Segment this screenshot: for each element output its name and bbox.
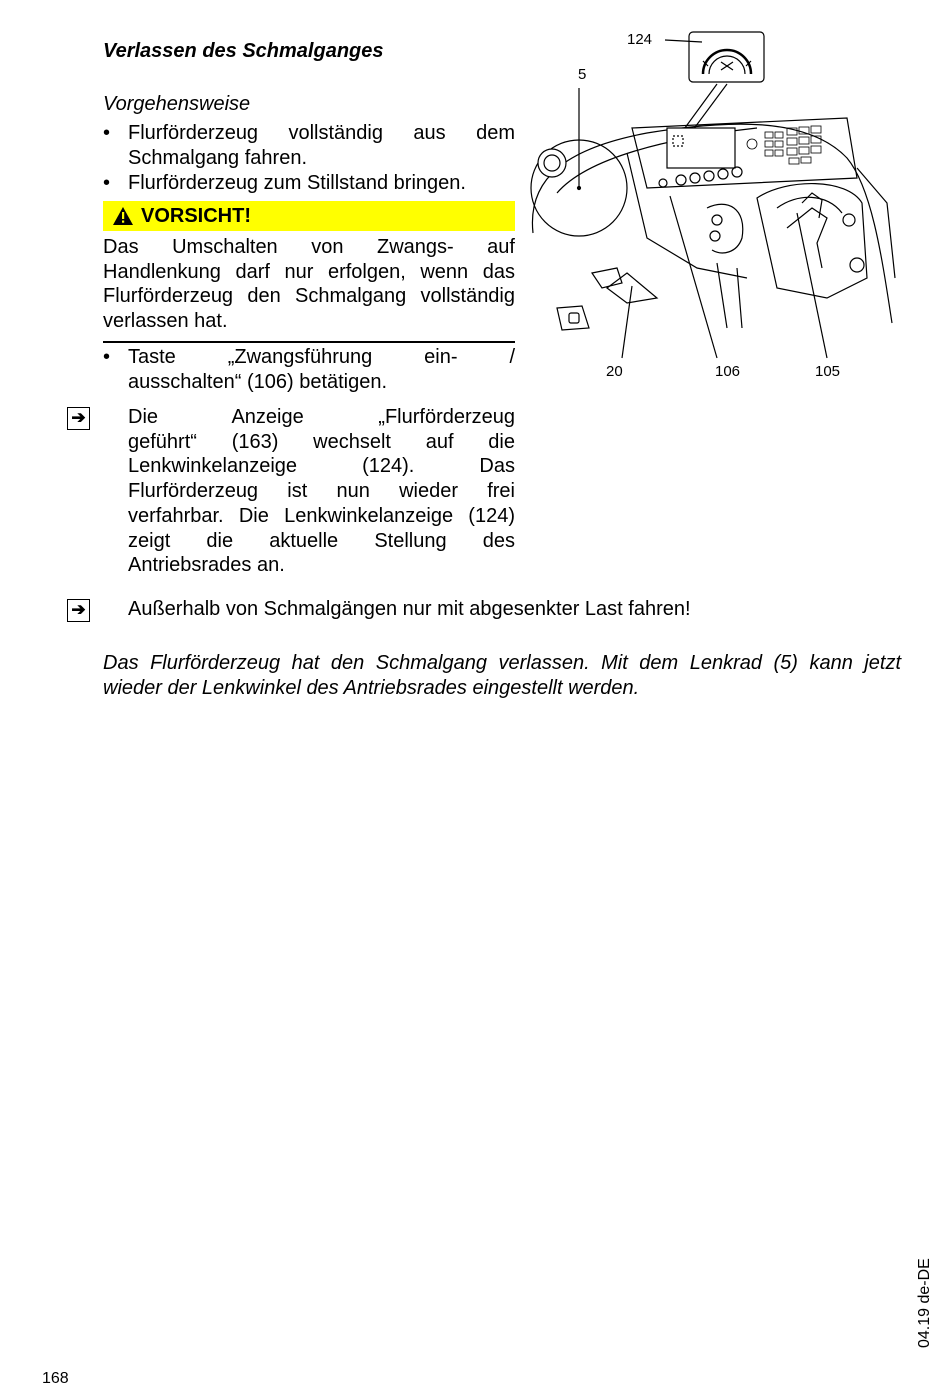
caution-divider bbox=[103, 341, 515, 343]
bullet-icon: • bbox=[103, 122, 111, 144]
document-code: 04.19 de-DE bbox=[916, 1258, 933, 1348]
step-item bbox=[103, 345, 515, 394]
callout-label: 5 bbox=[578, 66, 587, 83]
caution-label: VORSICHT! bbox=[141, 205, 251, 227]
step-line: Flurförderzeug zum Stillstand bringen. bbox=[128, 172, 466, 194]
callout-label: 20 bbox=[606, 363, 623, 380]
step-item bbox=[103, 171, 515, 196]
note-line: Lenkwinkelanzeige (124). Das bbox=[128, 455, 515, 478]
result-line: Das Flurförderzeug hat den Schmalgang verlassen. Mit dem Lenkrad (5) kann jetzt bbox=[103, 652, 901, 674]
note-line: Flurförderzeug ist nun wieder frei bbox=[128, 480, 515, 503]
note-line: verfahrbar. Die Lenkwinkelanzeige (124) bbox=[128, 504, 515, 527]
bullet-icon: • bbox=[103, 346, 111, 368]
note-line: geführt“ (163) wechselt auf die bbox=[128, 430, 515, 453]
caution-line: Handlenkung darf nur erfolgen, wenn das bbox=[103, 260, 515, 283]
result-text bbox=[103, 651, 901, 700]
callout-label: 124 bbox=[627, 31, 653, 48]
step-line: Flurförderzeug vollständig aus dem bbox=[128, 122, 515, 144]
caution-banner bbox=[103, 201, 515, 231]
caution-text bbox=[103, 235, 515, 334]
note-arrow-icon: ➔ bbox=[67, 599, 90, 622]
warning-triangle-icon bbox=[112, 206, 134, 226]
note-line: Antriebsrades an. bbox=[128, 554, 285, 577]
procedure-label: Vorgehensweise bbox=[103, 93, 251, 115]
bullet-icon: • bbox=[103, 172, 111, 194]
step-line: ausschalten“ (106) betätigen. bbox=[128, 370, 388, 393]
result-line: wieder der Lenkwinkel des Antriebsrades eingestellt werden. bbox=[103, 676, 640, 699]
step-item bbox=[103, 121, 515, 170]
note-line: Die Anzeige „Flurförderzeug bbox=[128, 406, 515, 428]
caution-line: Das Umschalten von Zwangs- auf bbox=[103, 236, 515, 258]
callout-label: 105 bbox=[815, 363, 841, 380]
step-line: Taste „Zwangsführung ein- / bbox=[128, 346, 515, 368]
note-text: Außerhalb von Schmalgängen nur mit abgesenkter Last fahren! bbox=[128, 598, 691, 620]
callout-label: 106 bbox=[715, 363, 741, 380]
step-line: Schmalgang fahren. bbox=[128, 146, 308, 169]
page-number: 168 bbox=[42, 1370, 69, 1387]
caution-line: Flurförderzeug den Schmalgang vollständig bbox=[103, 285, 515, 308]
caution-line: verlassen hat. bbox=[103, 310, 228, 333]
note-text bbox=[128, 405, 515, 578]
section-title: Verlassen des Schmalganges bbox=[103, 40, 384, 62]
note-line: zeigt die aktuelle Stellung des bbox=[128, 529, 515, 552]
note-arrow-icon: ➔ bbox=[67, 407, 90, 430]
